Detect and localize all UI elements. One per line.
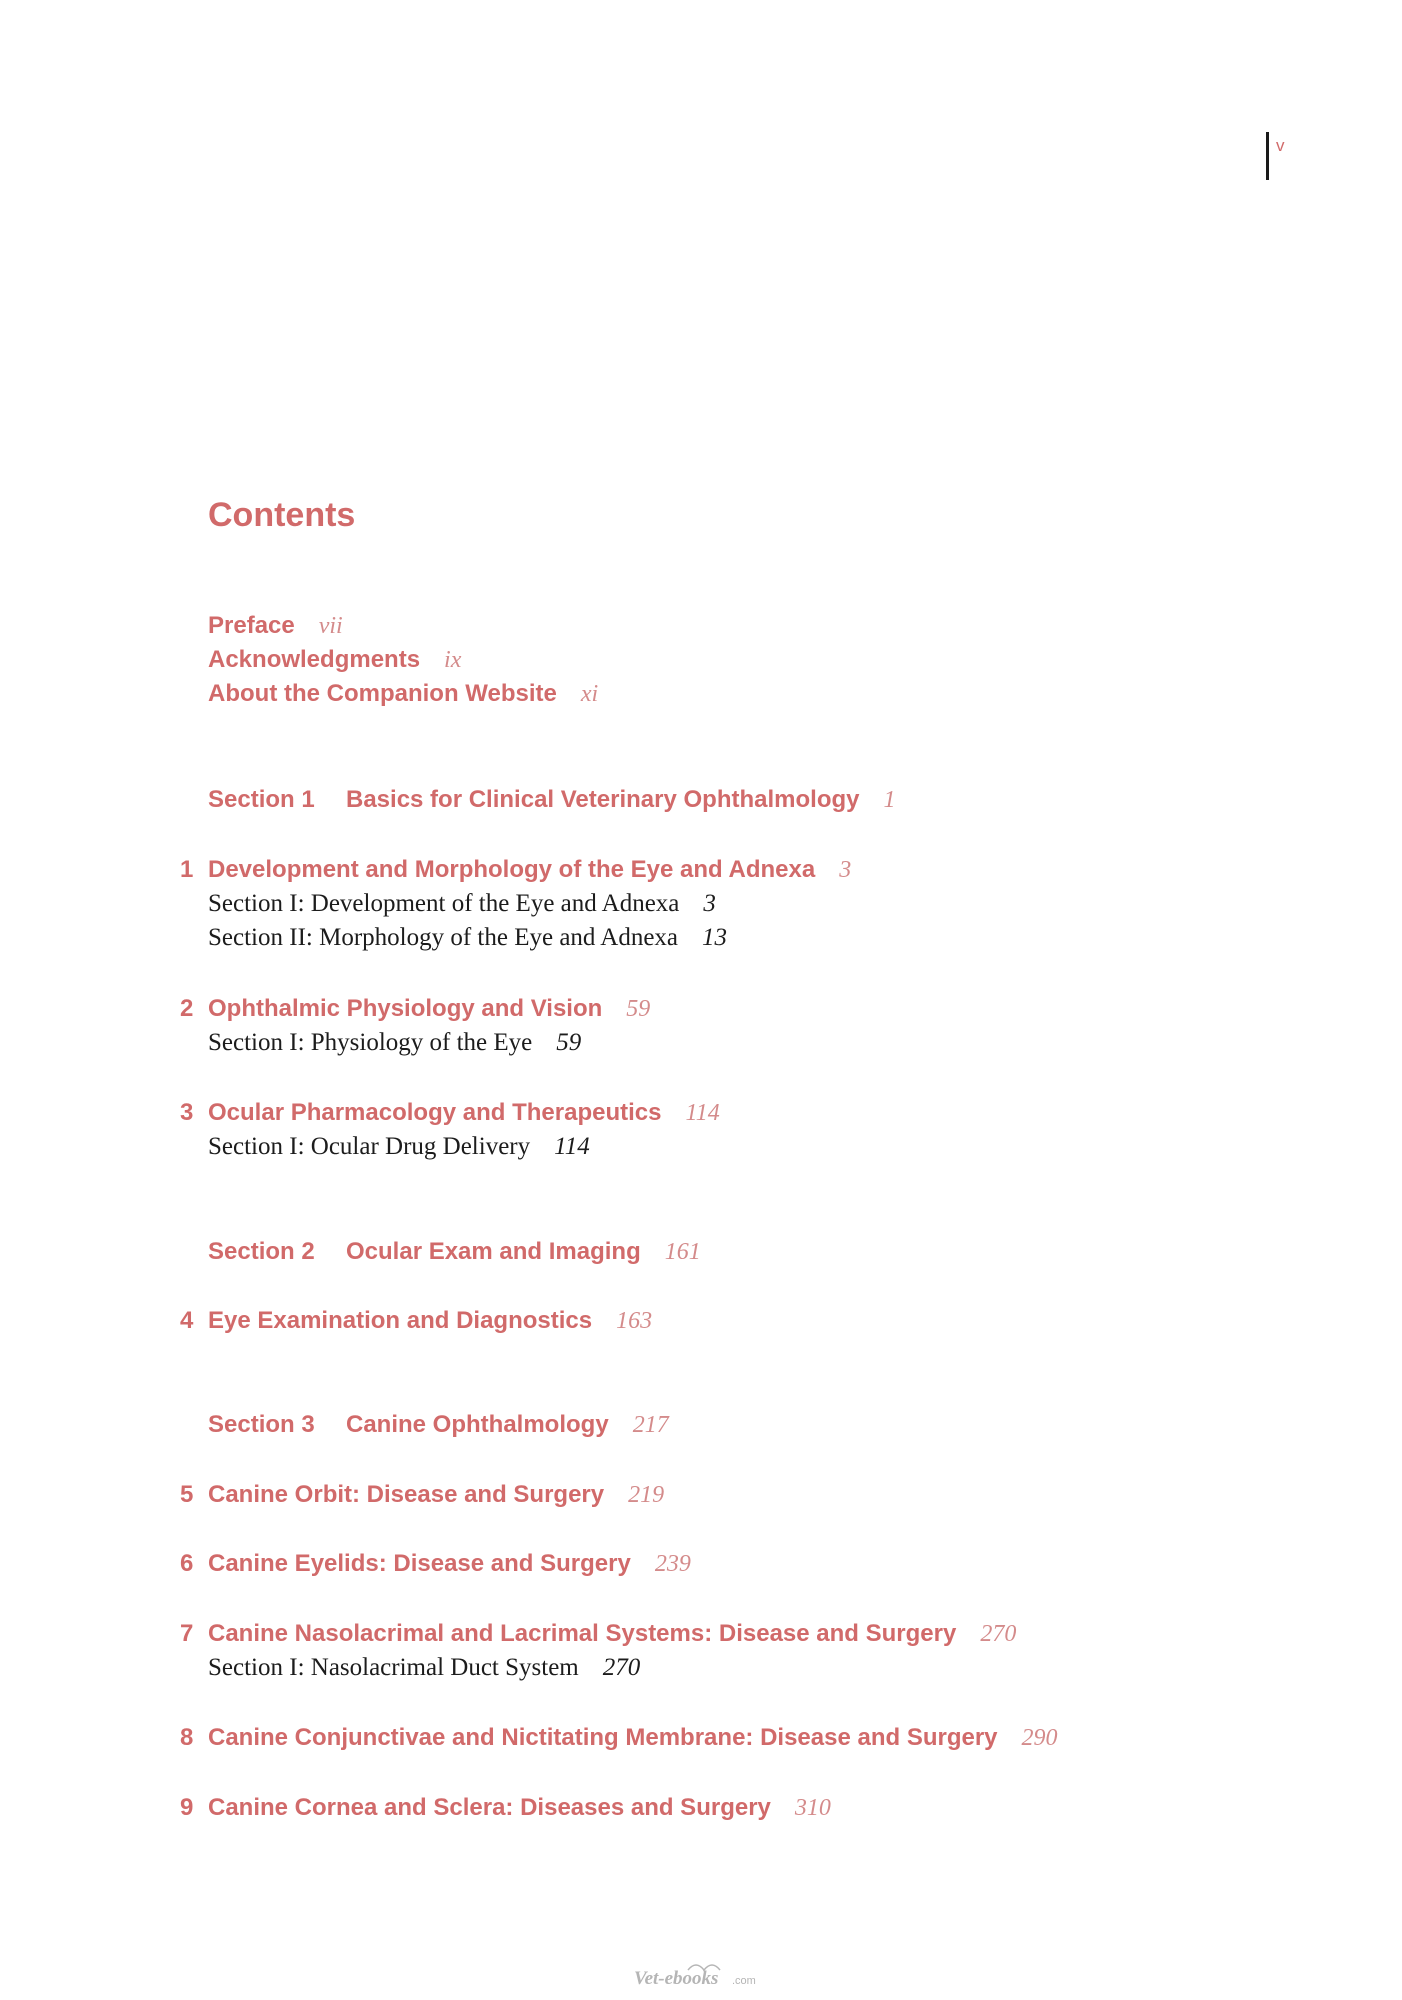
section-page: 217 <box>632 1412 669 1438</box>
chapter-title: Ocular Pharmacology and Therapeutics <box>208 1099 662 1126</box>
chapter-title: Eye Examination and Diagnostics <box>208 1307 593 1334</box>
chapter-page: 114 <box>685 1100 720 1126</box>
chapter-title: Development and Morphology of the Eye and Adnexa <box>208 856 816 883</box>
chapter-title: Canine Conjunctivae and Nictitating Membrane: Disease and Surgery <box>208 1724 998 1751</box>
subsection-title: Section I: Nasolacrimal Duct System <box>208 1654 579 1681</box>
chapter-number: 1 <box>180 856 194 883</box>
toc-chapter-2[interactable] <box>180 995 650 1023</box>
chapter-page: 270 <box>980 1621 1017 1647</box>
toc-chapter-6[interactable] <box>180 1550 691 1578</box>
chapter-number: 7 <box>180 1620 194 1647</box>
chapter-page: 310 <box>794 1795 831 1821</box>
toc-entry-title: Acknowledgments <box>208 646 421 673</box>
section-label: Section 1 <box>208 786 315 813</box>
toc-entry-title: Preface <box>208 612 295 639</box>
subsection-page: 3 <box>703 890 716 917</box>
toc-chapter-3[interactable] <box>180 1099 720 1127</box>
subsection-page: 114 <box>554 1133 590 1160</box>
page-number: v <box>1276 136 1285 155</box>
watermark-logo <box>630 1960 780 1990</box>
svg-text:.com: .com <box>732 1975 756 1987</box>
section-title: Canine Ophthalmology <box>346 1411 609 1438</box>
section-label: Section 3 <box>208 1411 315 1438</box>
chapter-number: 8 <box>180 1724 194 1751</box>
chapter-page: 239 <box>654 1551 691 1577</box>
toc-subsection[interactable] <box>208 1029 581 1057</box>
toc-chapter-1[interactable] <box>180 856 851 884</box>
chapter-title: Canine Orbit: Disease and Surgery <box>208 1481 605 1508</box>
subsection-title: Section I: Development of the Eye and Adnexa <box>208 890 680 917</box>
chapter-number: 4 <box>180 1307 194 1334</box>
subsection-title: Section I: Physiology of the Eye <box>208 1029 533 1056</box>
subsection-title: Section I: Ocular Drug Delivery <box>208 1133 531 1160</box>
toc-chapter-4[interactable] <box>180 1307 652 1335</box>
section-title: Ocular Exam and Imaging <box>346 1238 641 1265</box>
chapter-number: 5 <box>180 1481 194 1508</box>
subsection-title: Section II: Morphology of the Eye and Adnexa <box>208 924 679 951</box>
toc-subsection[interactable] <box>208 1654 640 1682</box>
chapter-page: 163 <box>616 1308 653 1334</box>
chapter-page: 290 <box>1021 1725 1058 1751</box>
toc-entry-acknowledgments[interactable] <box>208 646 461 674</box>
toc-section-2[interactable] <box>208 1238 701 1266</box>
subsection-page: 59 <box>556 1029 582 1056</box>
chapter-title: Ophthalmic Physiology and Vision <box>208 995 603 1022</box>
page-number-rule <box>1266 132 1269 180</box>
section-page: 161 <box>664 1239 701 1265</box>
subsection-page: 13 <box>702 924 728 951</box>
toc-subsection[interactable] <box>208 1133 590 1161</box>
chapter-title: Canine Cornea and Sclera: Diseases and Surgery <box>208 1794 771 1821</box>
chapter-number: 9 <box>180 1794 194 1821</box>
toc-entry-page: ix <box>444 647 462 673</box>
chapter-title: Canine Nasolacrimal and Lacrimal Systems: Disease and Surgery <box>208 1620 957 1647</box>
chapter-page: 3 <box>839 857 852 883</box>
toc-chapter-8[interactable] <box>180 1724 1058 1752</box>
chapter-number: 3 <box>180 1099 194 1126</box>
section-label: Section 2 <box>208 1238 315 1265</box>
toc-entry-page: xi <box>580 681 599 707</box>
chapter-page: 59 <box>626 996 651 1022</box>
svg-text:Vet-ebooks: Vet-ebooks <box>634 1968 719 1989</box>
chapter-number: 6 <box>180 1550 194 1577</box>
toc-subsection[interactable] <box>208 924 727 952</box>
section-page: 1 <box>883 787 896 813</box>
toc-entry-companion-website[interactable] <box>208 680 598 708</box>
toc-chapter-9[interactable] <box>180 1794 831 1822</box>
subsection-page: 270 <box>602 1654 641 1681</box>
toc-section-3[interactable] <box>208 1411 669 1439</box>
page-title: Contents <box>208 496 356 534</box>
toc-subsection[interactable] <box>208 890 716 918</box>
section-title: Basics for Clinical Veterinary Ophthalmology <box>346 786 860 813</box>
toc-entry-page: vii <box>318 613 343 639</box>
toc-chapter-7[interactable] <box>180 1620 1016 1648</box>
toc-chapter-5[interactable] <box>180 1481 664 1509</box>
toc-entry-title: About the Companion Website <box>208 680 557 707</box>
chapter-number: 2 <box>180 995 194 1022</box>
toc-section-1[interactable] <box>208 786 895 814</box>
chapter-title: Canine Eyelids: Disease and Surgery <box>208 1550 631 1577</box>
toc-entry-preface[interactable] <box>208 612 343 640</box>
chapter-page: 219 <box>628 1482 665 1508</box>
